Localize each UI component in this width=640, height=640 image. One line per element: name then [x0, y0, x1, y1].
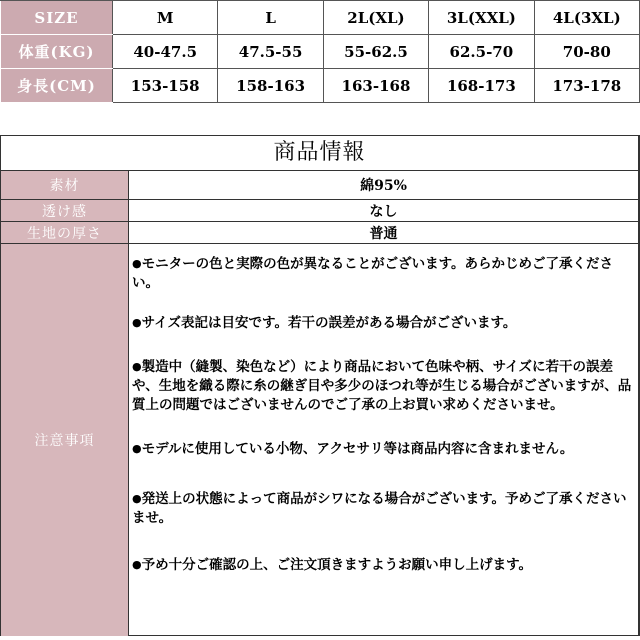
weight-cell: 62.5-70: [429, 35, 534, 69]
note-text: 予め十分ご確認の上、ご注文頂きますようお願い申し上げます。: [141, 557, 533, 573]
sheerness-row: [1, 200, 638, 222]
weight-cell: 55-62.5: [323, 35, 428, 69]
size-cell: L: [218, 1, 323, 35]
height-row: [1, 69, 640, 103]
size-cell: 4L(3XL): [534, 1, 639, 35]
weight-cell: 40-47.5: [113, 35, 218, 69]
product-info-table: [0, 135, 640, 636]
notes-list: [129, 244, 638, 636]
note-text: モデルに使用している小物、アクセサリ等は商品内容に含まれません。: [141, 441, 574, 457]
material-label: 素材: [1, 171, 129, 199]
height-cell: 173-178: [534, 69, 639, 103]
size-row: [1, 1, 640, 35]
bullet-icon: ●: [132, 558, 142, 571]
sheerness-label: 透け感: [1, 200, 129, 221]
note-text: 発送上の状態によって商品がシワになる場合がございます。予めご了承くださいませ。: [132, 491, 627, 526]
height-header-label: 身長(CM): [1, 69, 113, 103]
size-cell: 3L(XXL): [429, 1, 534, 35]
bullet-icon: ●: [132, 257, 142, 270]
height-cell: 153-158: [113, 69, 218, 103]
note-text: モニターの色と実際の色が異なることがございます。あらかじめご了承ください。: [132, 256, 614, 291]
note-item: [132, 313, 632, 333]
note-item: [132, 254, 632, 293]
product-info-title: 商品情報: [1, 136, 638, 171]
weight-header-label: 体重(KG): [1, 35, 113, 69]
note-item: [132, 357, 632, 415]
size-cell: M: [113, 1, 218, 35]
note-item: [132, 555, 632, 575]
height-cell: 163-168: [323, 69, 428, 103]
weight-row: [1, 35, 640, 69]
weight-cell: 47.5-55: [218, 35, 323, 69]
size-cell: 2L(XL): [323, 1, 428, 35]
bullet-icon: ●: [132, 442, 142, 455]
thickness-value: 普通: [369, 225, 398, 242]
note-item: [132, 439, 632, 459]
note-text: サイズ表記は目安です。若干の誤差がある場合がございます。: [141, 315, 517, 331]
notes-label: 注意事項: [1, 244, 129, 636]
size-table: [0, 0, 640, 103]
bullet-icon: ●: [132, 492, 142, 505]
sheerness-value: なし: [369, 203, 398, 220]
material-value: 綿95%: [360, 178, 407, 194]
note-text: 製造中（縫製、染色など）により商品において色味や柄、サイズに若干の誤差や、生地を織る際に糸の継ぎ目や多少のほつれ等が生じる場合がございますが、品質上の問題ではございませんのでご了承の上お買い求めくださいませ。: [132, 359, 632, 413]
notes-row: [1, 244, 638, 636]
thickness-row: [1, 222, 638, 244]
size-header-label: SIZE: [1, 1, 113, 35]
bullet-icon: ●: [132, 360, 142, 373]
weight-cell: 70-80: [534, 35, 639, 69]
height-cell: 168-173: [429, 69, 534, 103]
material-row: [1, 171, 638, 200]
thickness-label: 生地の厚さ: [1, 222, 129, 243]
bullet-icon: ●: [132, 316, 142, 329]
height-cell: 158-163: [218, 69, 323, 103]
note-item: [132, 489, 632, 528]
